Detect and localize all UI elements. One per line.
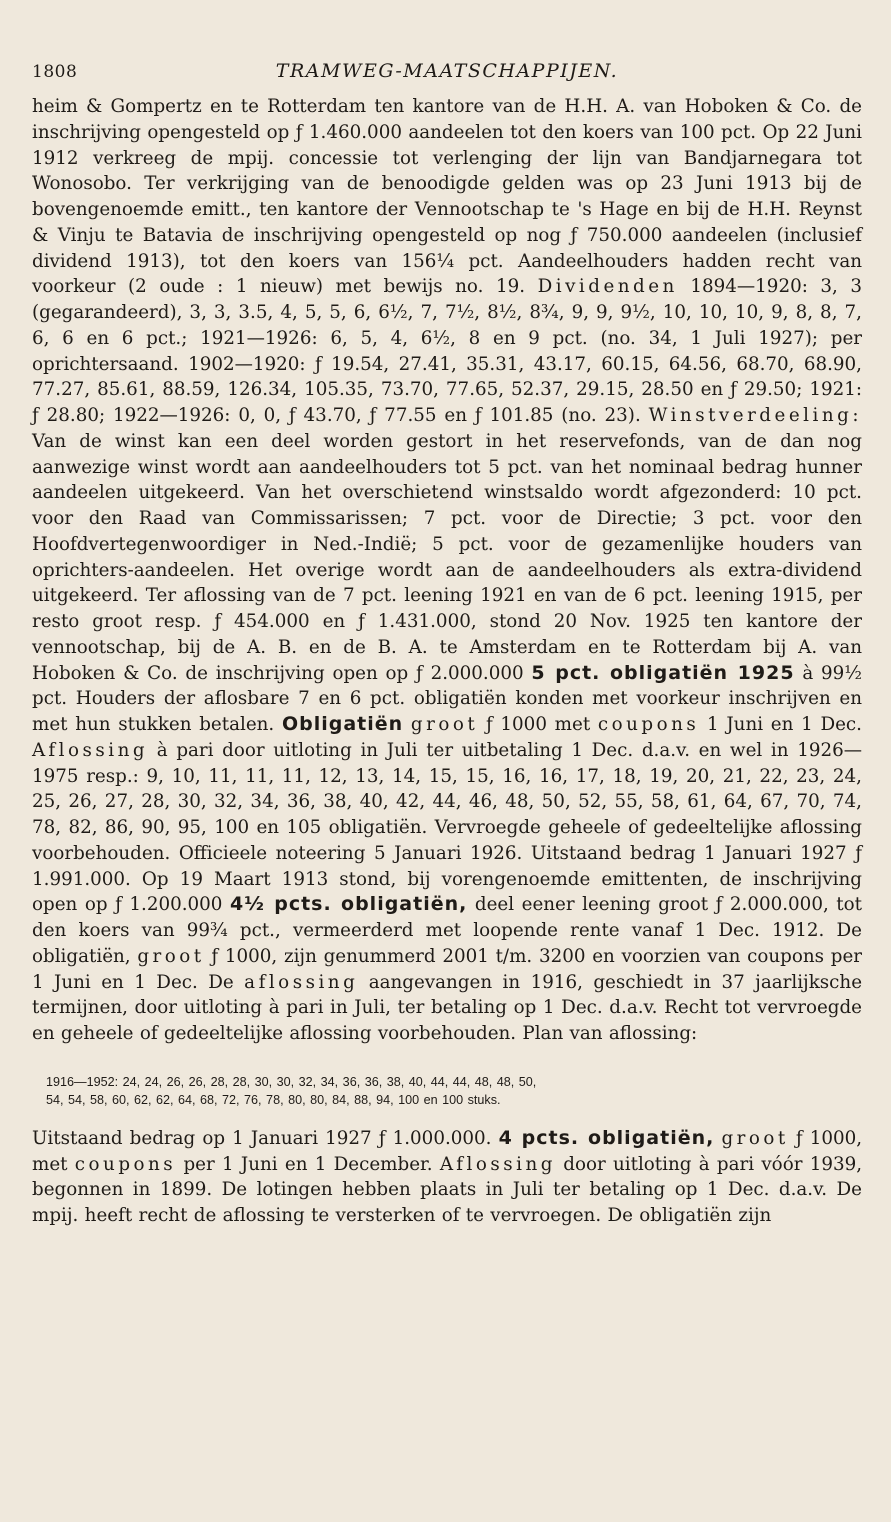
- text-segment: Uitstaand bedrag op 1 Januari 1927 ƒ 1.000.000.: [32, 1127, 492, 1149]
- heading-4half-pct-obligatien: 4½ pcts. obligatiën,: [229, 893, 468, 916]
- text-segment: aangevangen in 1916, geschiedt in 37 jaarlijksche termijnen, door uitloting à pari in Juli, ter betaling op 1 Dec. d.a.v. Recht tot vervroegde en geheele of gedeeltelijke aflossing voorbehouden. Plan van aflossing:: [32, 971, 863, 1044]
- heading-4pct-obligatien: 4 pcts. obligatiën,: [498, 1126, 715, 1149]
- heading-obligatien: Obligatiën: [281, 713, 404, 735]
- page-number: 1808: [32, 62, 78, 82]
- term-aflossing: aflossing: [244, 971, 359, 993]
- term-coupons: coupons: [74, 1153, 177, 1175]
- text-segment: ƒ 1000 met: [485, 714, 591, 735]
- running-title: TRAMWEG-MAATSCHAPPIJEN.: [275, 60, 619, 82]
- text-segment: 1894—1920: 3, 3 (gegarandeerd), 3, 3, 3.5, 4, 5, 5, 6, 6½, 7, 7½, 8½, 8¾, 9, 9, 9½, 10, 10, 10, 9, 8, 8, 7, 6, 6 en 6 pct.; 1921—1926: 6, 5, 4, 6½, 8 en 9 pct. (no. 34, 1 Juli 1927); per oprichtersaand. 1902—1920: ƒ 19.54, 27.41, 35.31, 43.17, 60.15, 64.56, 68.70, 68.90, 77.27, 85.61, 88.59, 126.34, 105.35, 73.70, 77.65, 52.37, 29.15, 28.50 en ƒ 29.50; 1921: ƒ 28.80; 1922—1926: 0, 0, ƒ 43.70, ƒ 77.55 en ƒ 101.85 (no. 23).: [32, 276, 862, 426]
- term-aflossing: Aflossing: [439, 1153, 556, 1175]
- paragraph-dividends-and-loans: [32, 94, 862, 1047]
- term-groot: groot: [410, 714, 479, 735]
- redemption-schedule: [46, 1073, 862, 1109]
- text-segment: à 99½ pct. Houders der aflosbare 7 en 6 pct. obligatiën konden met voorkeur inschrijven en met hun stukken betalen.: [32, 662, 863, 735]
- text-segment: à pari door uitloting in Juli ter uitbetaling 1 Dec. d.a.v. en wel in 1926—1975 resp.: 9, 10, 11, 11, 11, 12, 13, 14, 15, 15, 16, 16, 17, 18, 19, 20, 21, 22, 23, 24, 25, 26, 27, 28, 30, 32, 34, 36, 38, 40, 42, 44, 46, 48, 50, 52, 55, 58, 61, 64, 67, 70, 74, 78, 82, 86, 90, 95, 100 en 105 obligatiën. Vervroegde geheele of gedeeltelijke aflossing voorbehouden. Officieele noteering 5 Januari 1926. Uitstaand bedrag 1 Januari 1927 ƒ 1.991.000. Op 19 Maart 1913 stond, bij vorengenoemde emittenten, de inschrijving open op ƒ 1.200.000: [32, 739, 863, 916]
- schedule-line: 54, 54, 58, 60, 62, 62, 64, 68, 72, 76, 78, 80, 80, 84, 88, 94, 100 en 100 stuks.: [46, 1092, 501, 1107]
- page-content: [32, 58, 862, 1229]
- term-groot: groot: [137, 945, 205, 967]
- text-segment: deel eener leening groot ƒ 2.000.000, tot den koers van 99¾ pct., vermeerderd met loopende rente vanaf 1 Dec. 1912. De obligatiën,: [32, 894, 862, 967]
- schedule-line: 1916—1952: 24, 24, 26, 26, 28, 28, 30, 30, 32, 34, 36, 36, 38, 40, 44, 44, 48, 48, 50,: [46, 1074, 537, 1089]
- text-segment: Van de winst kan een deel worden gestort in het reservefonds, van de dan nog aanwezige winst wordt aan aandeelhouders tot 5 pct. van het nominaal bedrag hunner aandeelen uitgekeerd. Van het overschietend winstsaldo wordt afgezonderd: 10 pct. voor den Raad van Commissarissen; 7 pct. voor de Directie; 3 pct. voor den Hoofdvertegenwoordiger in Ned.-Indië; 5 pct. voor de gezamenlijke houders van oprichters-aandeelen. Het overige wordt aan de aandeelhouders als extra-dividend uitgekeerd. Ter aflossing van de 7 pct. leening 1921 en van de 6 pct. leening 1915, per resto groot resp. ƒ 454.000 en ƒ 1.431.000, stond 20 Nov. 1925 ten kantore der vennootschap, bij de A. B. en de B. A. te Amsterdam en te Rotterdam bij A. van Hoboken & Co. de inschrijving open op ƒ 2.000.000: [32, 430, 862, 684]
- text-segment: ƒ 1000, zijn genummerd 2001 t/m. 3200 en voorzien van coupons per 1 Juni en 1 Dec. De: [32, 945, 863, 993]
- text-segment: per 1 Juni en 1 December.: [183, 1153, 433, 1175]
- text-segment: 1 Juni en 1 Dec.: [707, 714, 862, 735]
- text-segment: ƒ 1000, met: [32, 1127, 863, 1175]
- term-coupons: coupons: [597, 714, 700, 735]
- text-segment: door uitloting à pari vóór 1939, begonnen in 1899. De lotingen hebben plaats in Juli ter betaling op 1 Dec. d.a.v. De mpij. heeft recht de aflossing te versterken of te vervroegen. De obligatiën zijn: [32, 1153, 863, 1226]
- heading-5pct-obligatien-1925: 5 pct. obligatiën 1925: [531, 661, 795, 684]
- heading-winstverdeeling: Winstverdeeling:: [648, 405, 862, 426]
- paragraph-4pct-obligatien: [32, 1126, 862, 1229]
- term-groot: groot: [721, 1127, 789, 1149]
- heading-dividenden: Dividenden: [537, 276, 678, 298]
- text-segment: heim & Gompertz en te Rotterdam ten kantore van de H.H. A. van Hoboken & Co. de inschrijving opengesteld op ƒ 1.460.000 aandeelen tot den koers van 100 pct. Op 22 Juni 1912 verkreeg de mpij. concessie tot verlenging der lijn van Bandjarnegara tot Wonosobo. Ter verkrijging van de benoodigde gelden was op 23 Juni 1913 bij de bovengenoemde emitt., ten kantore der Vennootschap te 's Hage en bij de H.H. Reynst & Vinju te Batavia de inschrijving opengesteld op nog ƒ 750.000 aandeelen (inclusief dividend 1913), tot den koers van 156¼ pct. Aandeelhouders hadden recht van voorkeur (2 oude : 1 nieuw) met bewijs no. 19.: [32, 96, 862, 298]
- term-aflossing: Aflossing: [32, 739, 149, 761]
- page-header: [32, 58, 862, 94]
